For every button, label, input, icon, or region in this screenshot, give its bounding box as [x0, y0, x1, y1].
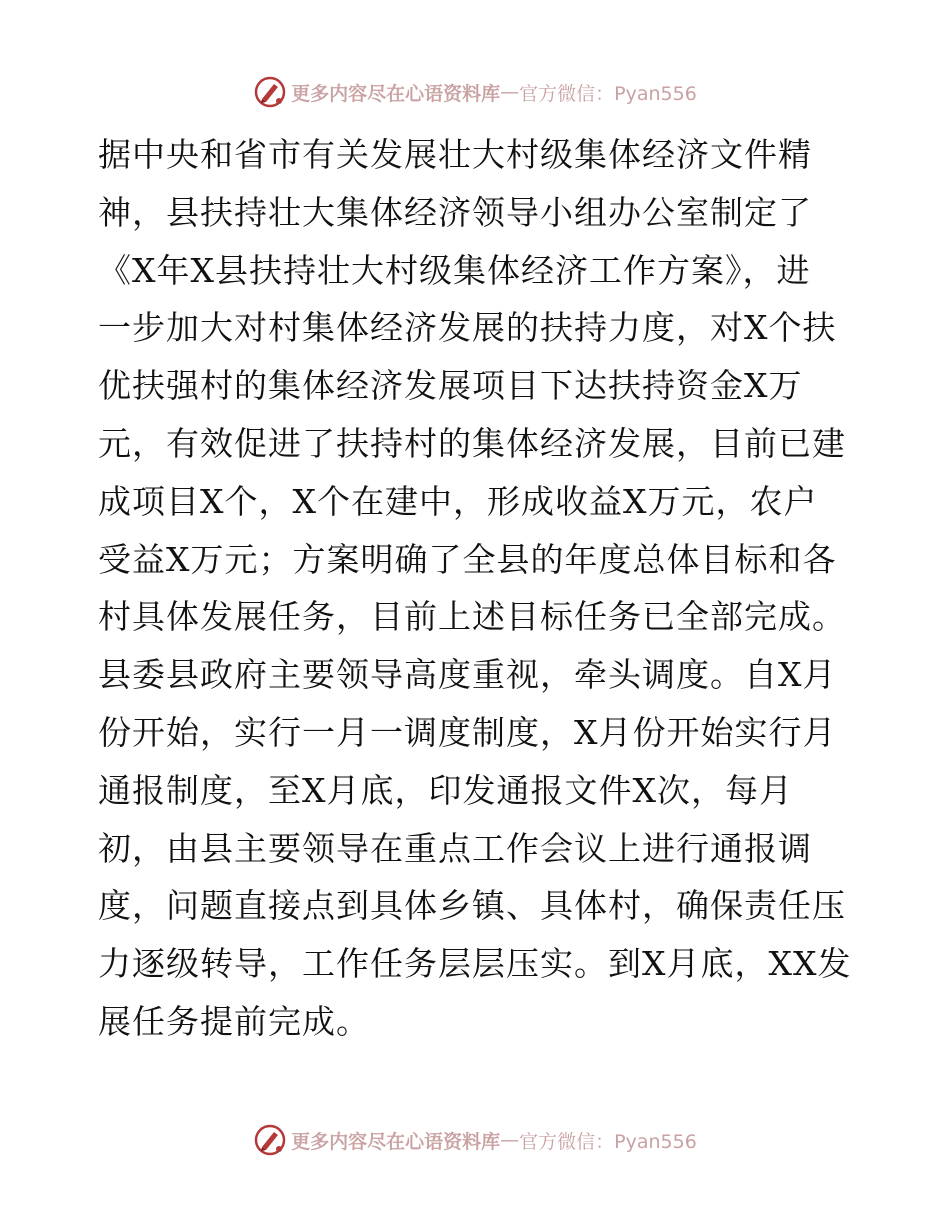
text-line: 成项目X个，X个在建中，形成收益X万元，农户: [98, 481, 818, 521]
text-line: 初，由县主要领导在重点工作会议上进行通报调: [98, 828, 812, 868]
document-body: [98, 126, 858, 1051]
text-line: 度，问题直接点到具体乡镇、具体村，确保责任压: [98, 886, 846, 926]
banner-library-text: 更多内容尽在心语资料库: [291, 82, 501, 105]
text-line: 县委县政府主要领导高度重视，牵头调度。自X月: [98, 655, 837, 695]
text-line: 通报制度，至X月底，印发通报文件X次，每月: [98, 770, 793, 810]
text-line: 力逐级转导，工作任务层层压实。到X月底，XX发: [98, 944, 852, 984]
text-line: 展任务提前完成。: [98, 1001, 370, 1041]
footer-watermark-banner: [0, 1120, 950, 1160]
text-line: 份开始，实行一月一调度制度，X月份开始实行月: [98, 712, 837, 752]
banner-library-text: 更多内容尽在心语资料库: [291, 1130, 501, 1153]
text-line: 神，县扶持壮大集体经济领导小组办公室制定了: [98, 192, 812, 232]
text-line: 优扶强村的集体经济发展项目下达扶持资金X万: [98, 366, 803, 406]
text-line: 《X年X县扶持壮大村级集体经济工作方案》，进: [98, 250, 811, 290]
text-line: 元，有效促进了扶持村的集体经济发展，目前已建: [98, 423, 846, 463]
text-line: 一步加大对村集体经济发展的扶持力度，对X个扶: [98, 308, 837, 348]
banner-wechat-id: 官方微信：Pyan556: [519, 82, 697, 105]
header-watermark-banner: [0, 72, 950, 112]
banner-separator: —: [500, 1129, 520, 1151]
banner-wechat-id: 官方微信：Pyan556: [519, 1130, 697, 1153]
text-line: 村具体发展任务，目前上述目标任务已全部完成。: [98, 597, 846, 637]
text-line: 据中央和省市有关发展壮大村级集体经济文件精: [98, 135, 812, 174]
text-line: 受益X万元；方案明确了全县的年度总体目标和各: [98, 539, 837, 579]
red-pen-seal-icon: [253, 1123, 287, 1157]
red-pen-seal-icon: [253, 75, 287, 109]
banner-separator: —: [500, 81, 520, 103]
